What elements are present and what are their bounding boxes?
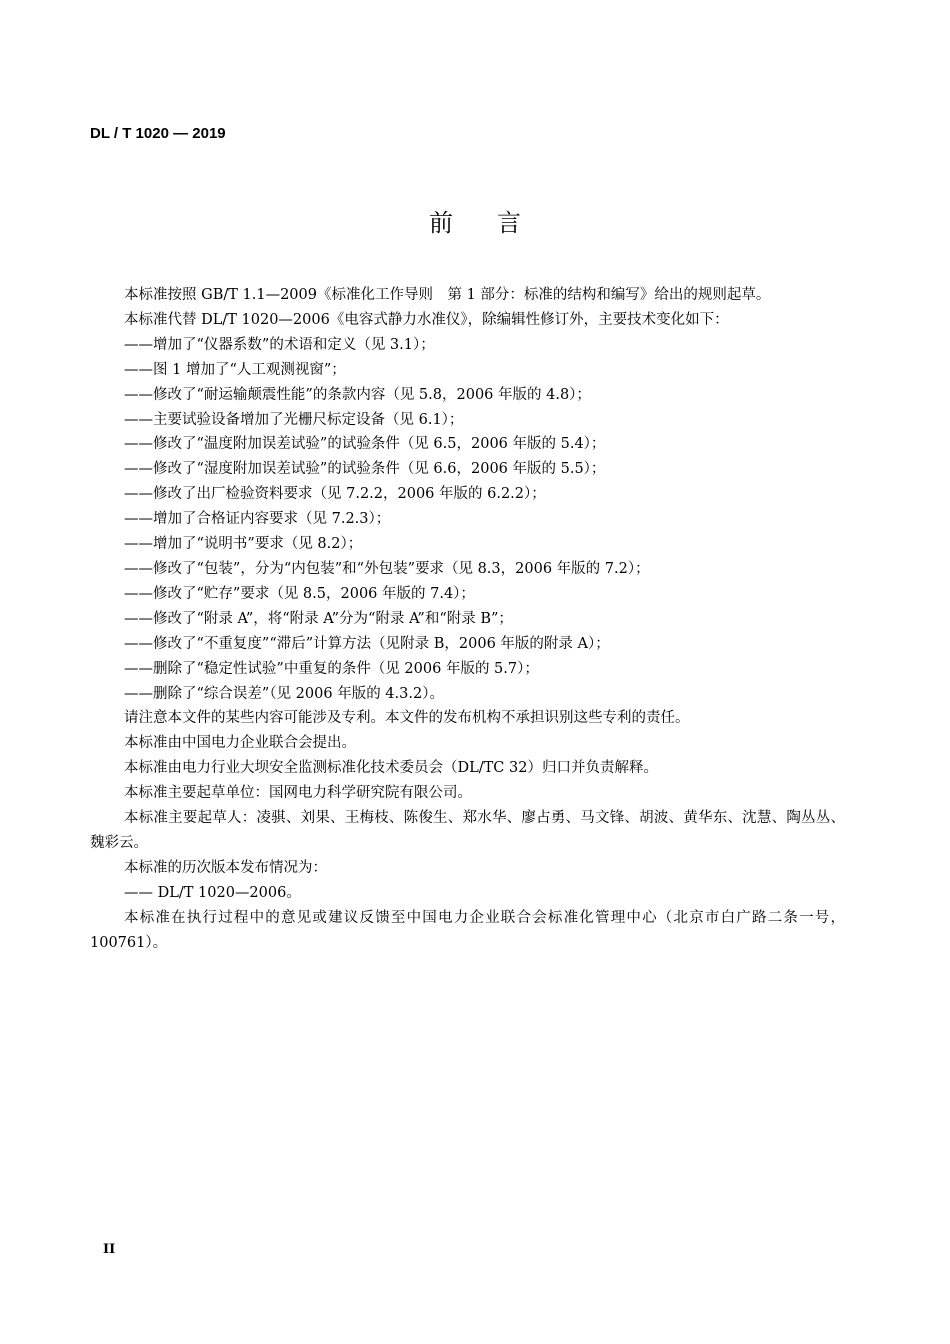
drafting-unit-paragraph: 本标准主要起草单位：国网电力科学研究院有限公司。 xyxy=(124,785,472,802)
change-item: ——增加了“说明书”要求（见 8.2）； xyxy=(124,536,363,553)
feedback-paragraph: 本标准在执行过程中的意见或建议反馈至中国电力企业联合会标准化管理中心（北京市白广路二条一号，100761）。 xyxy=(90,909,845,951)
committee-paragraph: 本标准由电力行业大坝安全监测标准化技术委员会（DL/TC 32）归口并负责解释。 xyxy=(124,760,658,777)
drafters-paragraph: 本标准主要起草人：凌骐、刘果、王梅枝、陈俊生、郑水华、廖占勇、马文锋、胡波、黄华东、沈慧、陶丛丛、魏彩云。 xyxy=(90,810,845,851)
foreword-body xyxy=(90,283,845,955)
history-intro: 本标准的历次版本发布情况为： xyxy=(124,859,327,876)
change-item: ——删除了“稳定性试验”中重复的条件（见 2006 年版的 5.7）； xyxy=(124,660,539,677)
change-item: ——修改了“不重复度”“滞后”计算方法（见附录 B，2006 年版的附录 A）； xyxy=(124,635,610,652)
change-item: ——增加了“仪器系数”的术语和定义（见 3.1）； xyxy=(124,336,435,353)
history-item: —— DL/T 1020—2006。 xyxy=(124,884,301,901)
change-item: ——修改了“温度附加误差试验”的试验条件（见 6.5，2006 年版的 5.4）； xyxy=(124,436,606,453)
patent-notice: 请注意本文件的某些内容可能涉及专利。本文件的发布机构不承担识别这些专利的责任。 xyxy=(124,710,690,727)
change-item: ——主要试验设备增加了光栅尺标定设备（见 6.1）； xyxy=(124,411,464,428)
change-item: ——修改了出厂检验资料要求（见 7.2.2，2006 年版的 6.2.2）； xyxy=(124,486,546,503)
change-item: ——修改了“湿度附加误差试验”的试验条件（见 6.6，2006 年版的 5.5）； xyxy=(124,461,606,478)
intro-paragraph-1: 本标准按照 GB/T 1.1—2009《标准化工作导则 第 1 部分：标准的结构和编写》给出的规则起草。 xyxy=(124,287,771,303)
change-item: ——图 1 增加了“人工观测视窗”； xyxy=(124,361,346,378)
intro-paragraph-2: 本标准代替 DL/T 1020—2006《电容式静力水准仪》，除编辑性修订外，主要技术变化如下： xyxy=(124,311,729,328)
page-title: 前言 xyxy=(429,209,565,237)
change-item: ——修改了“贮存”要求（见 8.5，2006 年版的 7.4）； xyxy=(124,585,475,602)
page-number: II xyxy=(103,1242,116,1257)
change-item: ——删除了“综合误差”（见 2006 年版的 4.3.2）。 xyxy=(124,685,444,702)
change-item: ——增加了合格证内容要求（见 7.2.3）； xyxy=(124,511,391,528)
change-item: ——修改了“包装”，分为“内包装”和“外包装”要求（见 8.3，2006 年版的 7.2）； xyxy=(124,560,650,577)
change-item: ——修改了“附录 A”，将“附录 A”分为“附录 A”和“附录 B”； xyxy=(124,610,513,627)
change-item: ——修改了“耐运输颠震性能”的条款内容（见 5.8，2006 年版的 4.8）； xyxy=(124,386,591,403)
proposer-paragraph: 本标准由中国电力企业联合会提出。 xyxy=(124,735,356,752)
standard-code-header: DL / T 1020 — 2019 xyxy=(90,125,226,142)
